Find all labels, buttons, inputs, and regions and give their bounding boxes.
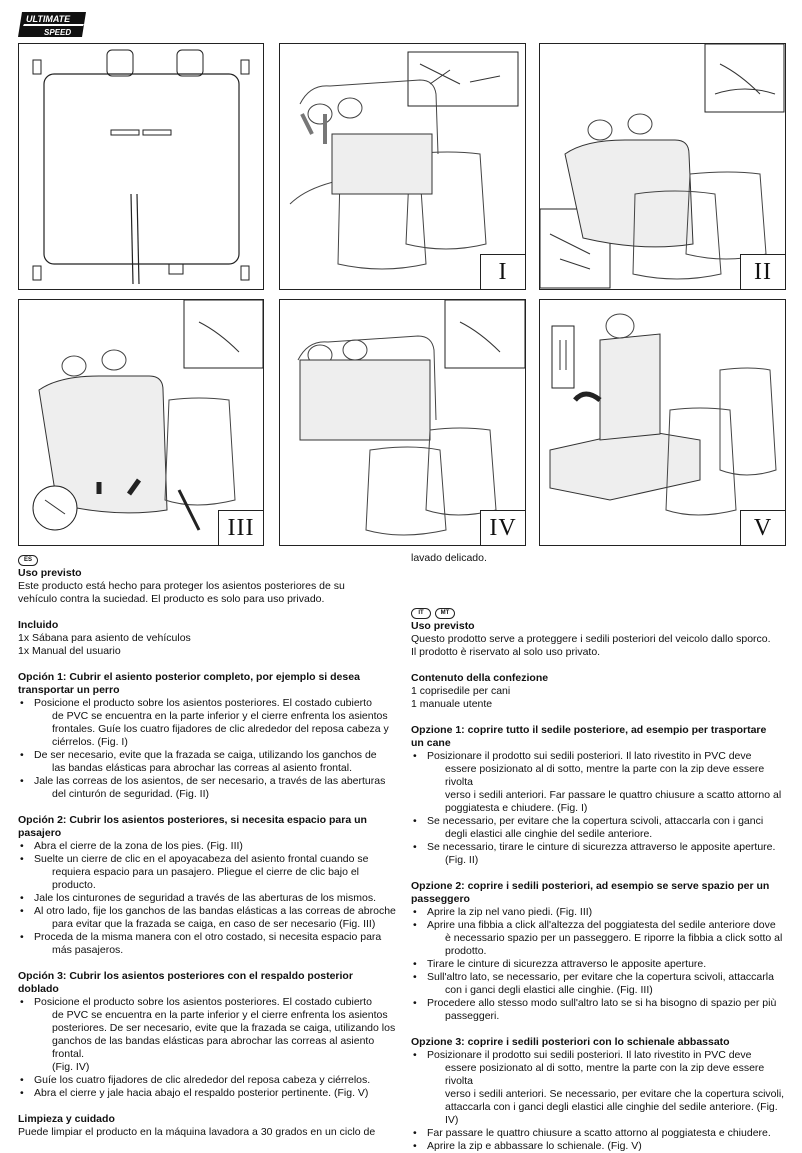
brand-logo <box>18 10 88 40</box>
es-uso-heading: Uso previsto <box>18 567 82 579</box>
list-item: • De ser necesario, evite que la frazada se caiga, utilizando los ganchos de las bandas elásticas para abrochar las correas al asiento frontal. <box>18 749 396 775</box>
it-op2-list <box>411 906 789 1023</box>
lang-badge-es: ES <box>18 555 38 566</box>
list-item: • Jale las correas de los asientos, de ser necesario, a través de las aberturas del cinturón de seguridad. (Fig. II) <box>18 775 396 801</box>
figure-3-label: III <box>218 510 263 545</box>
list-item: • Posicione el producto sobre los asientos posteriores. El costado cubierto de PVC se encuentra en la parte inferior y el cierre enfrenta los asientos posteriores. De ser necesario, evite que la frazada se caiga, utilizando los ganchos de las bandas elásticas para abrochar las correas al asiento frontal. (Fig. IV) <box>18 996 396 1074</box>
it-op3-list <box>411 1049 789 1153</box>
list-item: • Se necessario, tirare le cinture di sicurezza attraverso le apposite aperture. (Fig. II) <box>411 841 789 867</box>
figure-5-label: V <box>740 510 785 545</box>
figure-cover-flat <box>18 43 264 290</box>
list-item: • Aprire la zip e abbassare lo schienale. (Fig. V) <box>411 1140 789 1153</box>
figure-2 <box>539 43 786 290</box>
figure-3 <box>18 299 264 546</box>
list-item: • Aprire una fibbia a click all'altezza del poggiatesta del sedile anteriore dove è necessario spazio per un passeggero. E riporre la fibbia a click sotto al prodotto. <box>411 919 789 958</box>
figure-4 <box>279 299 526 546</box>
list-item: • Far passare le quattro chiusure a scatto attorno al poggiatesta e chiudere. <box>411 1127 789 1140</box>
it-op1-list <box>411 750 789 867</box>
list-item: • Guíe los cuatro fijadores de clic alrededor del reposa cabeza y ciérrelos. <box>18 1074 396 1087</box>
es-op1-list <box>18 697 396 801</box>
list-item: • Posizionare il prodotto sui sedili posteriori. Il lato rivestito in PVC deve essere posizionato al di sotto, mentre la parte con la zip deve essere rivolta verso i sedili anteriori. Far passare le quattro chiusure a scatto attorno al poggiatesta e chiudere. (Fig. I) <box>411 750 789 815</box>
column-italian: lavado delicado. IT MT Uso previsto Questo prodotto serve a proteggere i sedili posteriori del veicolo dallo sporco. Il prodotto è riservato al solo uso privato. Contenuto della confezione 1 coprisedile per cani 1 manuale utente Opzione 1: coprire tutto il sedile posteriore, ad esempio per trasportare un cane • Posizionare il prodotto sui sedili posteriori. Il lato rivestito in PVC deve essere posizionato al di sotto, mentre la parte con la zip deve essere rivolta verso i sedili anteriori. Far passare le quattro chiusure a scatto attorno al poggiatesta e chiudere. (Fig. I) • Se necessario, per evitare che la copertura scivoli, attaccarla con i ganci degli elastici alle cinghie del sedile anteriore. • Se necessario, tirare le cinture di sicurezza attraverso le apposite aperture. (Fig. II) Opzione 2: coprire i sedili posteriori, ad esempio se serve spazio per un passeggero • Aprire la zip nel vano piedi. (Fig. III) • Aprire una fibbia a click all'altezza del poggiatesta del sedile anteriore dove è necessario spazio per un passeggero. E riporre la fibbia a click sotto al prodotto. • Tirare le cinture di sicurezza attraverso le apposite aperture. • Sull'altro lato, se necessario, per evitare che la copertura scivoli, attaccarla con i ganci degli elastici alle cinghie. (Fig. III) • Procedere allo stesso modo sull'altro lato se si ha bisogno di spazio per più passeggeri. Opzione 3: coprire i sedili posteriori con lo schienale abbassato • Posizionare il prodotto sui sedili posteriori. Il lato rivestito in PVC deve essere posizionato al di sotto, mentre la parte con la zip deve essere rivolta verso i sedili anteriori. Se necessario, per evitare che la copertura scivoli, attaccarla con i ganci degli elastici alle cinghie del sedile anteriore. (Fig. IV) • Far passare le quattro chiusure a scatto attorno al poggiatesta e chiudere. • Aprire la zip e abbassare lo schienale. (Fig. V) <box>411 552 789 1153</box>
list-item: • Tirare le cinture di sicurezza attraverso le apposite aperture. <box>411 958 789 971</box>
lang-badge-it-mt: IT MT <box>411 608 455 619</box>
figure-4-label: IV <box>480 510 525 545</box>
list-item: • Se necessario, per evitare che la copertura scivoli, attaccarla con i ganci degli elastici alle cinghie del sedile anteriore. <box>411 815 789 841</box>
figure-1 <box>279 43 526 290</box>
list-item: • Abra el cierre y jale hacia abajo el respaldo posterior pertinente. (Fig. V) <box>18 1087 396 1100</box>
list-item: • Posicione el producto sobre los asientos posteriores. El costado cubierto de PVC se encuentra en la parte inferior y el cierre enfrenta los asientos frontales. Guíe los cuatro fijadores de clic alrededor del reposa cabeza y ciérrelos. (Fig. I) <box>18 697 396 749</box>
es-op2-list <box>18 840 396 957</box>
list-item: • Abra el cierre de la zona de los pies. (Fig. III) <box>18 840 396 853</box>
column-spanish: ES Uso previsto Este producto está hecho para proteger los asientos posteriores de su vehículo contra la suciedad. El producto es solo para uso privado. Incluido 1x Sábana para asiento de vehículos 1x Manual del usuario Opción 1: Cubrir el asiento posterior completo, por ejemplo si desea transportar un perro • Posicione el producto sobre los asientos posteriores. El costado cubierto de PVC se encuentra en la parte inferior y el cierre enfrenta los asientos frontales. Guíe los cuatro fijadores de clic alrededor del reposa cabeza y ciérrelos. (Fig. I) • De ser necesario, evite que la frazada se caiga, utilizando los ganchos de las bandas elásticas para abrochar las correas al asiento frontal. • Jale las correas de los asientos, de ser necesario, a través de las aberturas del cinturón de seguridad. (Fig. II) Opción 2: Cubrir los asientos posteriores, si necesita espacio para un pasajero • Abra el cierre de la zona de los pies. (Fig. III) • Suelte un cierre de clic en el apoyacabeza del asiento frontal cuando se requiera espacio para un pasajero. Pliegue el cierre de clic bajo el producto. • Jale los cinturones de seguridad a través de las aberturas de los mismos. • Al otro lado, fije los ganchos de las bandas elásticas a las correas de abroche para evitar que la frazada se caiga, en caso de ser necesario (Fig. III) • Proceda de la misma manera con el otro costado, si necesita espacio para más pasajeros. Opción 3: Cubrir los asientos posteriores con el respaldo posterior doblado • Posicione el producto sobre los asientos posteriores. El costado cubierto de PVC se encuentra en la parte inferior y el cierre enfrenta los asientos posteriores. De ser necesario, evite que la frazada se caiga, utilizando los ganchos de las bandas elásticas para abrochar las correas al asiento frontal. (Fig. IV) • Guíe los cuatro fijadores de clic alrededor del reposa cabeza y ciérrelos. • Abra el cierre y jale hacia abajo el respaldo posterior pertinente. (Fig. V) Limpieza y cuidado Puede limpiar el producto en la máquina lavadora a 30 grados en un ciclo de <box>18 552 396 1139</box>
brand-line2: SPEED <box>44 28 72 37</box>
list-item: • Jale los cinturones de seguridad a través de las aberturas de los mismos. <box>18 892 396 905</box>
list-item: • Aprire la zip nel vano piedi. (Fig. III) <box>411 906 789 919</box>
figure-1-label: I <box>480 254 525 289</box>
list-item: • Al otro lado, fije los ganchos de las bandas elásticas a las correas de abroche para evitar que la frazada se caiga, en caso de ser necesario (Fig. III) <box>18 905 396 931</box>
list-item: • Proceda de la misma manera con el otro costado, si necesita espacio para más pasajeros. <box>18 931 396 957</box>
list-item: • Sull'altro lato, se necessario, per evitare che la copertura scivoli, attaccarla con i ganci degli elastici alle cinghie. (Fig. III) <box>411 971 789 997</box>
brand-line1: ULTIMATE <box>26 14 71 24</box>
figure-5 <box>539 299 786 546</box>
list-item: • Suelte un cierre de clic en el apoyacabeza del asiento frontal cuando se requiera espacio para un pasajero. Pliegue el cierre de clic bajo el producto. <box>18 853 396 892</box>
figure-2-label: II <box>740 254 785 289</box>
list-item: • Posizionare il prodotto sui sedili posteriori. Il lato rivestito in PVC deve essere posizionato al di sotto, mentre la parte con la zip deve essere rivolta verso i sedili anteriori. Se necessario, per evitare che la copertura scivoli, attaccarla con i ganci degli elastici alle cinghie del sedile anteriore. (Fig. IV) <box>411 1049 789 1127</box>
es-op3-list <box>18 996 396 1100</box>
es-limp-continued: lavado delicado. <box>411 552 487 564</box>
list-item: • Procedere allo stesso modo sull'altro lato se si ha bisogno di spazio per più passeggeri. <box>411 997 789 1023</box>
